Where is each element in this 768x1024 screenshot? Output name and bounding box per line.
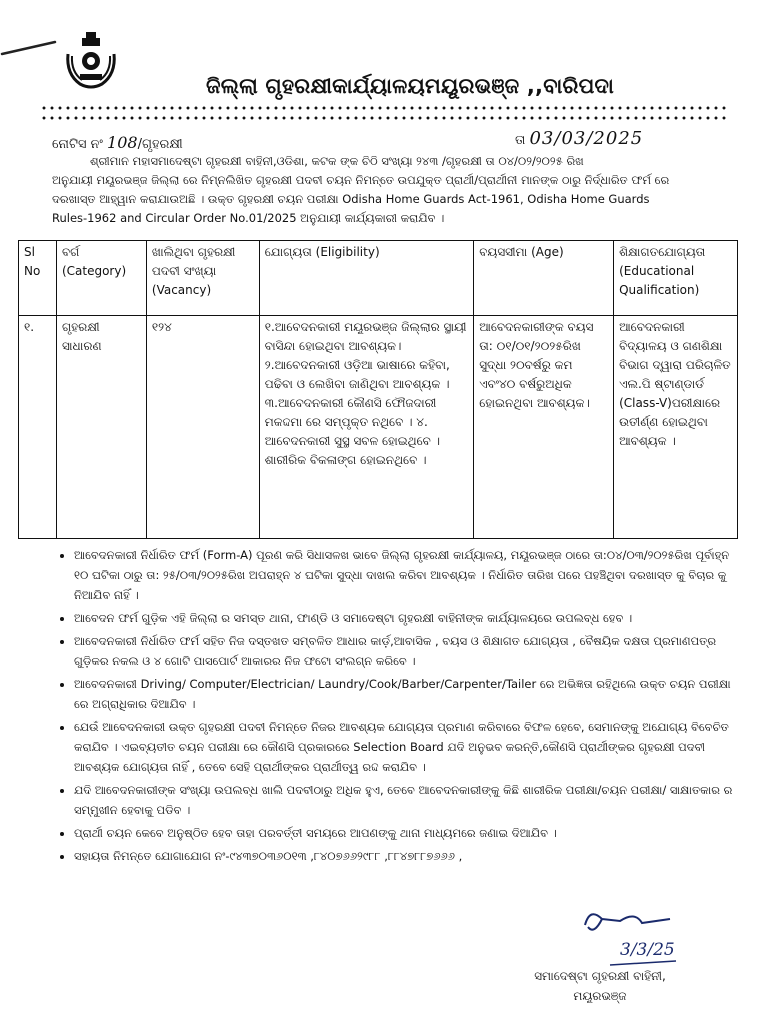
instructions-list [52,545,739,869]
list-item: • ପ୍ରାର୍ଥୀ ଚୟନ କେବେ ଅନୁଷ୍ଠିତ ହେବ ତାହା ପରବର୍ତ୍ତୀ ସମୟରେ ଆପଣଙ୍କୁ ଥାନା ମାଧ୍ୟମରେ ଜଣାଇ ଦିଆଯିବ । [74,823,739,843]
cell-age: ଆବେଦନକାରୀଙ୍କ ବୟସ ତା: ୦୧/୦୧/୨୦୨୫ରିଖ ସୁଦ୍ଧା ୨୦ବର୍ଷରୁ କମ ଏବଂ୪୦ ବର୍ଷରୁଅଧିକ ହୋଇନଥିବା ଆବଶ୍ୟକ। [474,316,614,539]
dotted-divider-bottom [40,116,730,120]
notice-date-value: 03/03/2025 [529,128,644,149]
cell-eligibility: ୧.ଆବେଦନକାରୀ ମୟୂରଭଞ୍ଜ ଜିଲ୍ଲାର ସ୍ଥାୟୀ ବାସିନ୍ଦା ହୋଇଥିବା ଆବଶ୍ୟକ। ୨.ଆବେଦନକାରୀ ଓଡ଼ିଆ ଭାଷାରେ କହିବା, ପଢିବା ଓ ଲେଖିବା ଜାଣିଥିବା ଆବଶ୍ୟକ । ୩.ଆବେଦନକାରୀ କୌଣସି ଫୌଜଦାରୀ ମକଦ୍ଦମା ରେ ସମ୍ପୃକ୍ତ ନଥିବେ । ୪. ଆବେଦନକାରୀ ସୁସ୍ଥ ସବଳ ହୋଇଥିବେ । ଶାରୀରିକ ବିକଳାଙ୍ଗ ହୋଇନଥିବେ । [259,316,474,539]
list-item: • ଆବେଦନକାରୀ ନିର୍ଧାରିତ ଫର୍ମ (Form-A) ପୂରଣ କରି ସିଧାସଳଖ ଭାବେ ଜିଲ୍ଲା ଗୃହରକ୍ଷୀ କାର୍ଯ୍ୟାଳୟ, ମୟୂରଭଞ୍ଜ ଠାରେ ତା:୦୪/୦୩/୨୦୨୫ରିଖ ପୂର୍ବାହ୍ନ ୧୦ ଘଟିକା ଠାରୁ ତା: ୨୫/୦୩/୨୦୨୫ରିଖ ଅପରାହ୍ନ ୪ ଘଟିକା ସୁଦ୍ଧା ଦାଖଲ କରିବା ଆବଶ୍ୟକ । ନିର୍ଧାରିତ ତାରିଖ ପରେ ପହଞ୍ଚିଥିବା ଦରଖାସ୍ତ କୁ ବିଚାର କୁ ନିଆଯିବ ନାହିଁ । [74,545,739,605]
signatory-designation: ସମାଦେଷ୍ଟା ଗୃହରକ୍ଷୀ ବାହିନୀ, [534,969,666,983]
list-item: • ଆବେଦନ ଫର୍ମ ଗୁଡ଼ିକ ଏହି ଜିଲ୍ଲା ର ସମସ୍ତ ଥାନା, ଫାଣ୍ଡି ଓ ସମାଦେଷ୍ଟା ଗୃହରକ୍ଷୀ ବାହିନୀଙ୍କ କାର୍ଯ୍ୟାଳୟରେ ଉପଲବ୍ଧ ହେବ । [74,608,739,628]
cell-category: ଗୃହରକ୍ଷୀ ସାଧାରଣ [56,316,146,539]
header-vacancy: ଖାଲିଥିବା ଗୃହରକ୍ଷୀ ପଦବୀ ସଂଖ୍ୟା (Vacancy) [146,241,259,316]
table-header-row [19,241,738,316]
table-row [19,316,738,539]
header-category: ବର୍ଗ (Category) [56,241,146,316]
cell-vacancy: ୧୨୪ [146,316,259,539]
header-age: ବୟସସୀମା (Age) [474,241,614,316]
list-item: • ଆବେଦନକାରୀ Driving/ Computer/Electrician/ Laundry/Cook/Barber/Carpenter/Tailer ରେ ଅଭିଜ୍ଞତା ରହିଥିଲେ ଉକ୍ତ ଚୟନ ପରୀକ୍ଷା ରେ ଅଗ୍ରାଧିକାର ଦିଆଯିବ । [74,674,739,714]
notice-date [515,128,643,149]
signatory-place: ମୟୂରଭଞ୍ଜ [573,989,627,1003]
intro-line-4: Rules-1962 and Circular Order No.01/2025 ଅନୁଯାୟୀ କାର୍ଯ୍ୟକାରୀ କରାଯିବ । [52,211,445,225]
office-title: ଜିଲ୍ଲା ଗୃହରକ୍ଷୀକାର୍ଯ୍ୟାଳୟମୟୂରଭଞ୍ଜ ,,ବାରିପଦା [206,74,614,98]
list-item: • ଯେଉଁ ଆବେଦନକାରୀ ଉକ୍ତ ଗୃହରକ୍ଷୀ ପଦବୀ ନିମନ୍ତେ ନିଜର ଆବଶ୍ୟକ ଯୋଗ୍ୟତା ପ୍ରମାଣ କରିବାରେ ବିଫଳ ହେବେ, ସେମାନଙ୍କୁ ଅଯୋଗ୍ୟ ବିବେଚିତ କରାଯିବ । ଏଇବ୍ୟତୀତ ଚୟନ ପରୀକ୍ଷା ରେ କୌଣସି ପ୍ରକାରରେ Selection Board ଯଦି ଅନୁଭବ କରନ୍ତି,କୌଣସି ପ୍ରାର୍ଥୀଙ୍କର ଗୃହରକ୍ଷୀ ପଦବୀ ଆବଶ୍ୟକ ଯୋଗ୍ୟତା ନାହିଁ , ତେବେ ସେହି ପ୍ରାର୍ଥୀଙ୍କର ପ୍ରାର୍ଥୀତ୍ୱ ରଦ୍ଦ କରାଯିବ । [74,717,739,777]
intro-line-2: ଅନୁଯାୟୀ ମୟୂରଭଞ୍ଜ ଜିଲ୍ଲା ରେ ନିମ୍ନଲିଖିତ ଗୃହରକ୍ଷୀ ପଦବୀ ଚୟନ ନିମନ୍ତେ ଉପଯୁକ୍ତ ପ୍ରାର୍ଥୀ/ପ୍ରାର୍ଥୀନୀ ମାନଙ୍କ ଠାରୁ ନିର୍ଦ୍ଧାରିତ ଫର୍ମ ରେ [52,173,670,187]
notice-number [52,133,183,152]
list-item: • ଆବେଦନକାରୀ ନିର୍ଧାରିତ ଫର୍ମ ସହିତ ନିଜ ଦସ୍ତଖତ ସମ୍ବଳିତ ଆଧାର କାର୍ଡ଼,ଆବାସିକ , ବୟସ ଓ ଶିକ୍ଷାଗତ ଯୋଗ୍ୟତା , ବୈଷୟିକ ଦକ୍ଷତା ପ୍ରମାଣପତ୍ର ଗୁଡ଼ିକର ନକଲ ଓ ୪ ଗୋଟି ପାସପୋର୍ଟ ଆକାରର ନିଜ ଫଟୋ ସଂଲଗ୍ନ କରିବେ । [74,631,739,671]
notice-date-label: ତା [515,133,526,148]
list-item: • ଯଦି ଆବେଦନକାରୀଙ୍କ ସଂଖ୍ୟା ଉପଲବ୍ଧ ଖାଲି ପଦବୀଠାରୁ ଅଧିକ ହୁଏ, ତେବେ ଆବେଦନକାରୀଙ୍କୁ କିଛି ଶାରୀରିକ ପରୀକ୍ଷା/ଚୟନ ପରୀକ୍ଷା/ ସାକ୍ଷାତକାର ର ସମ୍ମୁଖୀନ ହେବାକୁ ପଡିବ । [74,780,739,820]
list-item: • ସହାୟତା ନିମନ୍ତେ ଯୋଗାଯୋଗ ନଂ-୯୪୩୭୦୩୬୦୧୩ ,୮୪୦୭୬୬୨୯୮୮ ,୮୮୪୭୮୮୭୬୬୬ , [74,846,739,866]
signature-date: 3/3/25 [620,940,675,960]
handwritten-signature [580,905,690,975]
dotted-divider-top [40,106,730,110]
header-sl: Sl No [19,241,57,316]
vacancy-table [18,240,738,539]
notice-number-value: 108 [107,133,138,152]
intro-line-1: ଶ୍ରୀମାନ ମହାସମାଦେଷ୍ଟା ଗୃହରକ୍ଷୀ ବାହିନୀ,ଓଡିଶା, କଟକ ଙ୍କ ଚିଠି ସଂଖ୍ୟା ୨୪୩ /ଗୃହରକ୍ଷୀ ତା ୦୪/୦୨/୨୦୨୫ ରିଖ [90,154,584,168]
notice-number-label: ନୋଟିସ ନଂ [52,137,103,152]
pen-stroke-mark [0,38,60,58]
cell-sl: ୧. [19,316,57,539]
signatory-block [515,966,685,1006]
home-guards-emblem-logo [58,30,124,92]
cell-education: ଆବେଦନକାରୀ ବିଦ୍ୟାଳୟ ଓ ଗଣଶିକ୍ଷା ବିଭାଗ ଦ୍ୱାରା ପରିଚାଳିତ ଏଲ.ପି ଷ୍ଟାଣ୍ଡାର୍ଡ (Class-V)ପରୀକ୍ଷାରେ ଉତୀର୍ଣ୍ଣ ହୋଇଥିବା ଆବଶ୍ୟକ । [614,316,738,539]
intro-paragraph [52,152,712,228]
intro-line-3: ଦରଖାସ୍ତ ଆହ୍ୱାନ କରାଯାଉଅଛି । ଉକ୍ତ ଗୃହରକ୍ଷୀ ଚୟନ ପରୀକ୍ଷା Odisha Home Guards Act-1961, Odisha Home Guards [52,192,650,206]
notice-number-suffix: /ଗୃହରକ୍ଷୀ [137,137,183,152]
header-eligibility: ଯୋଗ୍ୟତା (Eligibility) [259,241,474,316]
header-education: ଶିକ୍ଷାଗତଯୋଗ୍ୟତା (Educational Qualification) [614,241,738,316]
